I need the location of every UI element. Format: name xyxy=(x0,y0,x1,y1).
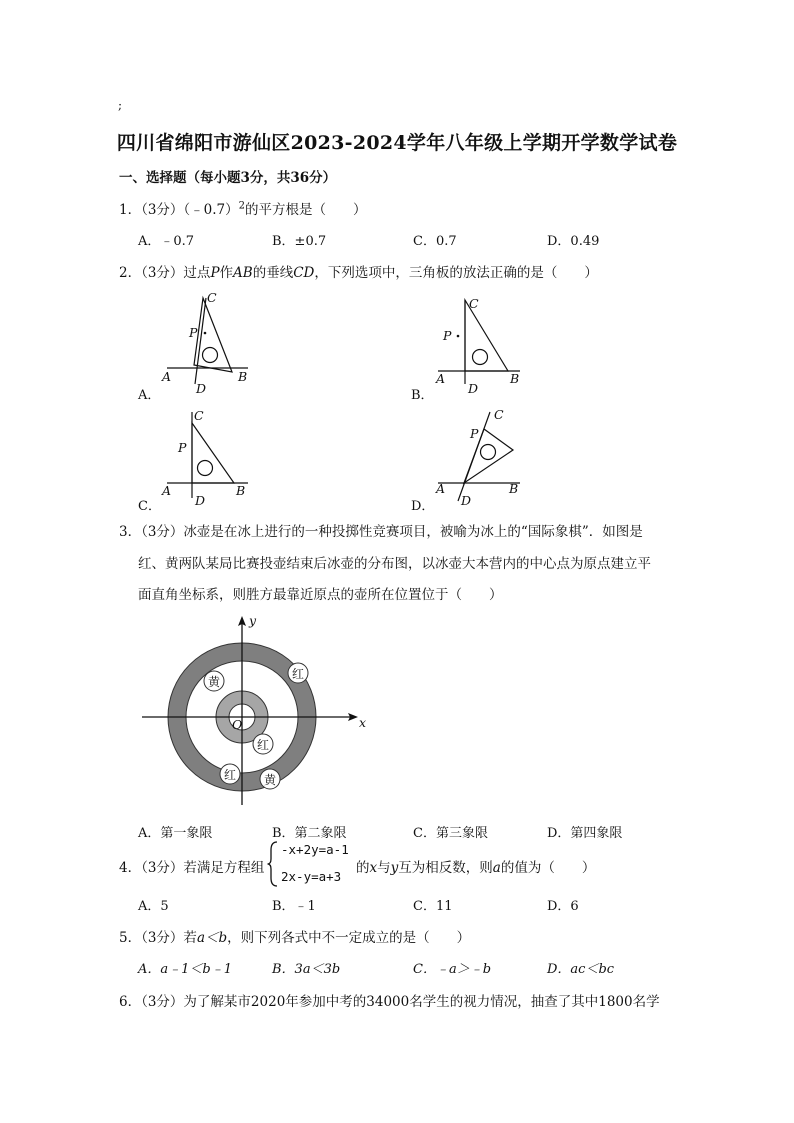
stray-mark: ; xyxy=(118,98,123,112)
q4-var-x: x xyxy=(369,860,378,876)
stone-red-2-label: 红 xyxy=(256,738,270,752)
q2d-label-d: D xyxy=(461,493,472,508)
section-heading: 一、选择题（每小题3分，共36分） xyxy=(119,170,337,186)
question-6-line-1: 6．（3分）为了解某市2020年参加中考的34000名学生的视力情况，抽查了其中1800名学 xyxy=(119,994,660,1010)
y-axis-label: y xyxy=(249,613,257,628)
q2a-label-a: A xyxy=(162,369,172,384)
q4-stem-part: 互为相反数，则 xyxy=(398,860,493,876)
q3-option-b: B．第二象限 xyxy=(272,826,347,841)
q2b-label-a: A xyxy=(436,371,446,386)
q1-option-c: C．0.7 xyxy=(413,234,457,249)
q5-option-c: C．﹣a＞﹣b xyxy=(413,962,492,977)
q2d-label-b: B xyxy=(509,481,519,496)
q2a-triangle xyxy=(194,298,232,372)
question-3-line-3: 面直角坐标系，则胜方最靠近原点的壶所在位置位于（ ） xyxy=(138,587,503,603)
q5-option-a: A．a﹣1＜b﹣1 xyxy=(138,962,233,977)
origin-label: O xyxy=(232,717,243,732)
q2-stem-part: 作 xyxy=(219,265,234,281)
q2a-label-b: B xyxy=(238,369,248,384)
q2d-label-p: P xyxy=(470,426,479,441)
q5-option-b: B．3a＜3b xyxy=(272,962,341,977)
q4-brace xyxy=(267,840,279,888)
stone-yellow-1-label: 黄 xyxy=(207,675,221,689)
q3-option-c: C．第三象限 xyxy=(413,826,488,841)
q2-option-c-letter: C． xyxy=(138,499,161,514)
q4-option-b: B．﹣1 xyxy=(272,899,316,914)
q2d-label-c: C xyxy=(494,407,504,422)
q2a-circle xyxy=(203,348,218,363)
q4-equation-1: -x+2y=a-1 xyxy=(281,842,349,857)
q2-option-b-letter: B． xyxy=(411,388,434,403)
q2-point-p: P xyxy=(210,265,220,281)
q1-option-d: D．0.49 xyxy=(547,234,600,249)
q2c-label-c: C xyxy=(194,408,204,423)
q2b-label-d: D xyxy=(468,381,479,396)
q5-stem-part: 5．（3分）若 xyxy=(119,930,197,946)
q2c-label-d: D xyxy=(195,493,206,508)
q4-option-a: A．5 xyxy=(138,899,169,914)
q5-condition: a＜b xyxy=(196,930,228,946)
q2-stem-part: 2．（3分）过点 xyxy=(119,265,211,281)
q2d-circle xyxy=(481,445,496,460)
q2a-label-d: D xyxy=(196,381,207,396)
q2c-label-b: B xyxy=(236,483,246,498)
q4-option-c: C．11 xyxy=(413,899,453,914)
q2-stem-part: 的垂线 xyxy=(252,265,294,281)
q1-stem-part: 1．（3分）（﹣0.7） xyxy=(119,202,239,218)
question-4-stem-a: 4．（3分）若满足方程组 xyxy=(119,860,265,876)
question-3-line-1: 3．（3分）冰壶是在冰上进行的一种投掷性竞赛项目，被喻为冰上的“国际象棋”．如图是 xyxy=(119,524,643,540)
question-3-line-2: 红、黄两队某局比赛投壶结束后冰壶的分布图，以冰壶大本营内的中心点为原点建立平 xyxy=(138,556,651,572)
q3-option-d: D．第四象限 xyxy=(547,826,623,841)
stone-yellow-2-label: 黄 xyxy=(263,773,277,787)
q2-option-a-letter: A． xyxy=(138,388,161,403)
q2d-label-a: A xyxy=(436,481,446,496)
q2c-circle xyxy=(198,461,213,476)
curling-figure xyxy=(130,610,380,815)
q4-var-y: y xyxy=(390,860,399,876)
question-4-stem-b xyxy=(356,856,595,876)
q5-option-d: D．ac＜bc xyxy=(547,962,615,977)
q2-segment-cd: CD xyxy=(293,265,315,281)
q1-option-b: B．±0.7 xyxy=(272,234,327,249)
stone-red-3-label: 红 xyxy=(223,768,237,782)
q4-var-a: a xyxy=(492,860,501,876)
q2-segment-ab: AB xyxy=(233,265,253,281)
q1-option-a: A．﹣0.7 xyxy=(138,234,195,249)
q2b-circle xyxy=(473,350,488,365)
q2-stem-part: ，下列选项中，三角板的放法正确的是（ ） xyxy=(314,265,598,281)
q2a-label-p: P xyxy=(189,325,198,340)
q2c-label-p: P xyxy=(178,440,187,455)
q2c-label-a: A xyxy=(162,483,172,498)
page-title: 四川省绵阳市游仙区2023-2024学年八年级上学期开学数学试卷 xyxy=(116,132,678,154)
q2c-triangle xyxy=(192,423,234,483)
q4-equation-2: 2x-y=a+3 xyxy=(281,869,342,884)
q4-option-d: D．6 xyxy=(547,899,579,914)
q4-stem-part: 的值为（ ） xyxy=(500,860,596,876)
q2b-label-p: P xyxy=(443,328,452,343)
q2-option-d-letter: D． xyxy=(411,499,435,514)
q4-stem-part: 与 xyxy=(377,860,391,876)
x-axis-label: x xyxy=(359,715,367,730)
q2b-label-b: B xyxy=(510,371,520,386)
q4-stem-part: 的 xyxy=(356,860,370,876)
stone-red-1-label: 红 xyxy=(291,667,305,681)
q2-figures xyxy=(0,0,794,520)
q3-option-a: A．第一象限 xyxy=(138,826,213,841)
question-5-stem xyxy=(119,926,470,946)
q1-stem-part: 的平方根是（ ） xyxy=(245,202,367,218)
q1-exponent: 2 xyxy=(238,200,246,212)
q2a-label-c: C xyxy=(207,290,217,305)
q2b-label-c: C xyxy=(469,296,479,311)
q5-stem-part: ，则下列各式中不一定成立的是（ ） xyxy=(227,930,471,946)
